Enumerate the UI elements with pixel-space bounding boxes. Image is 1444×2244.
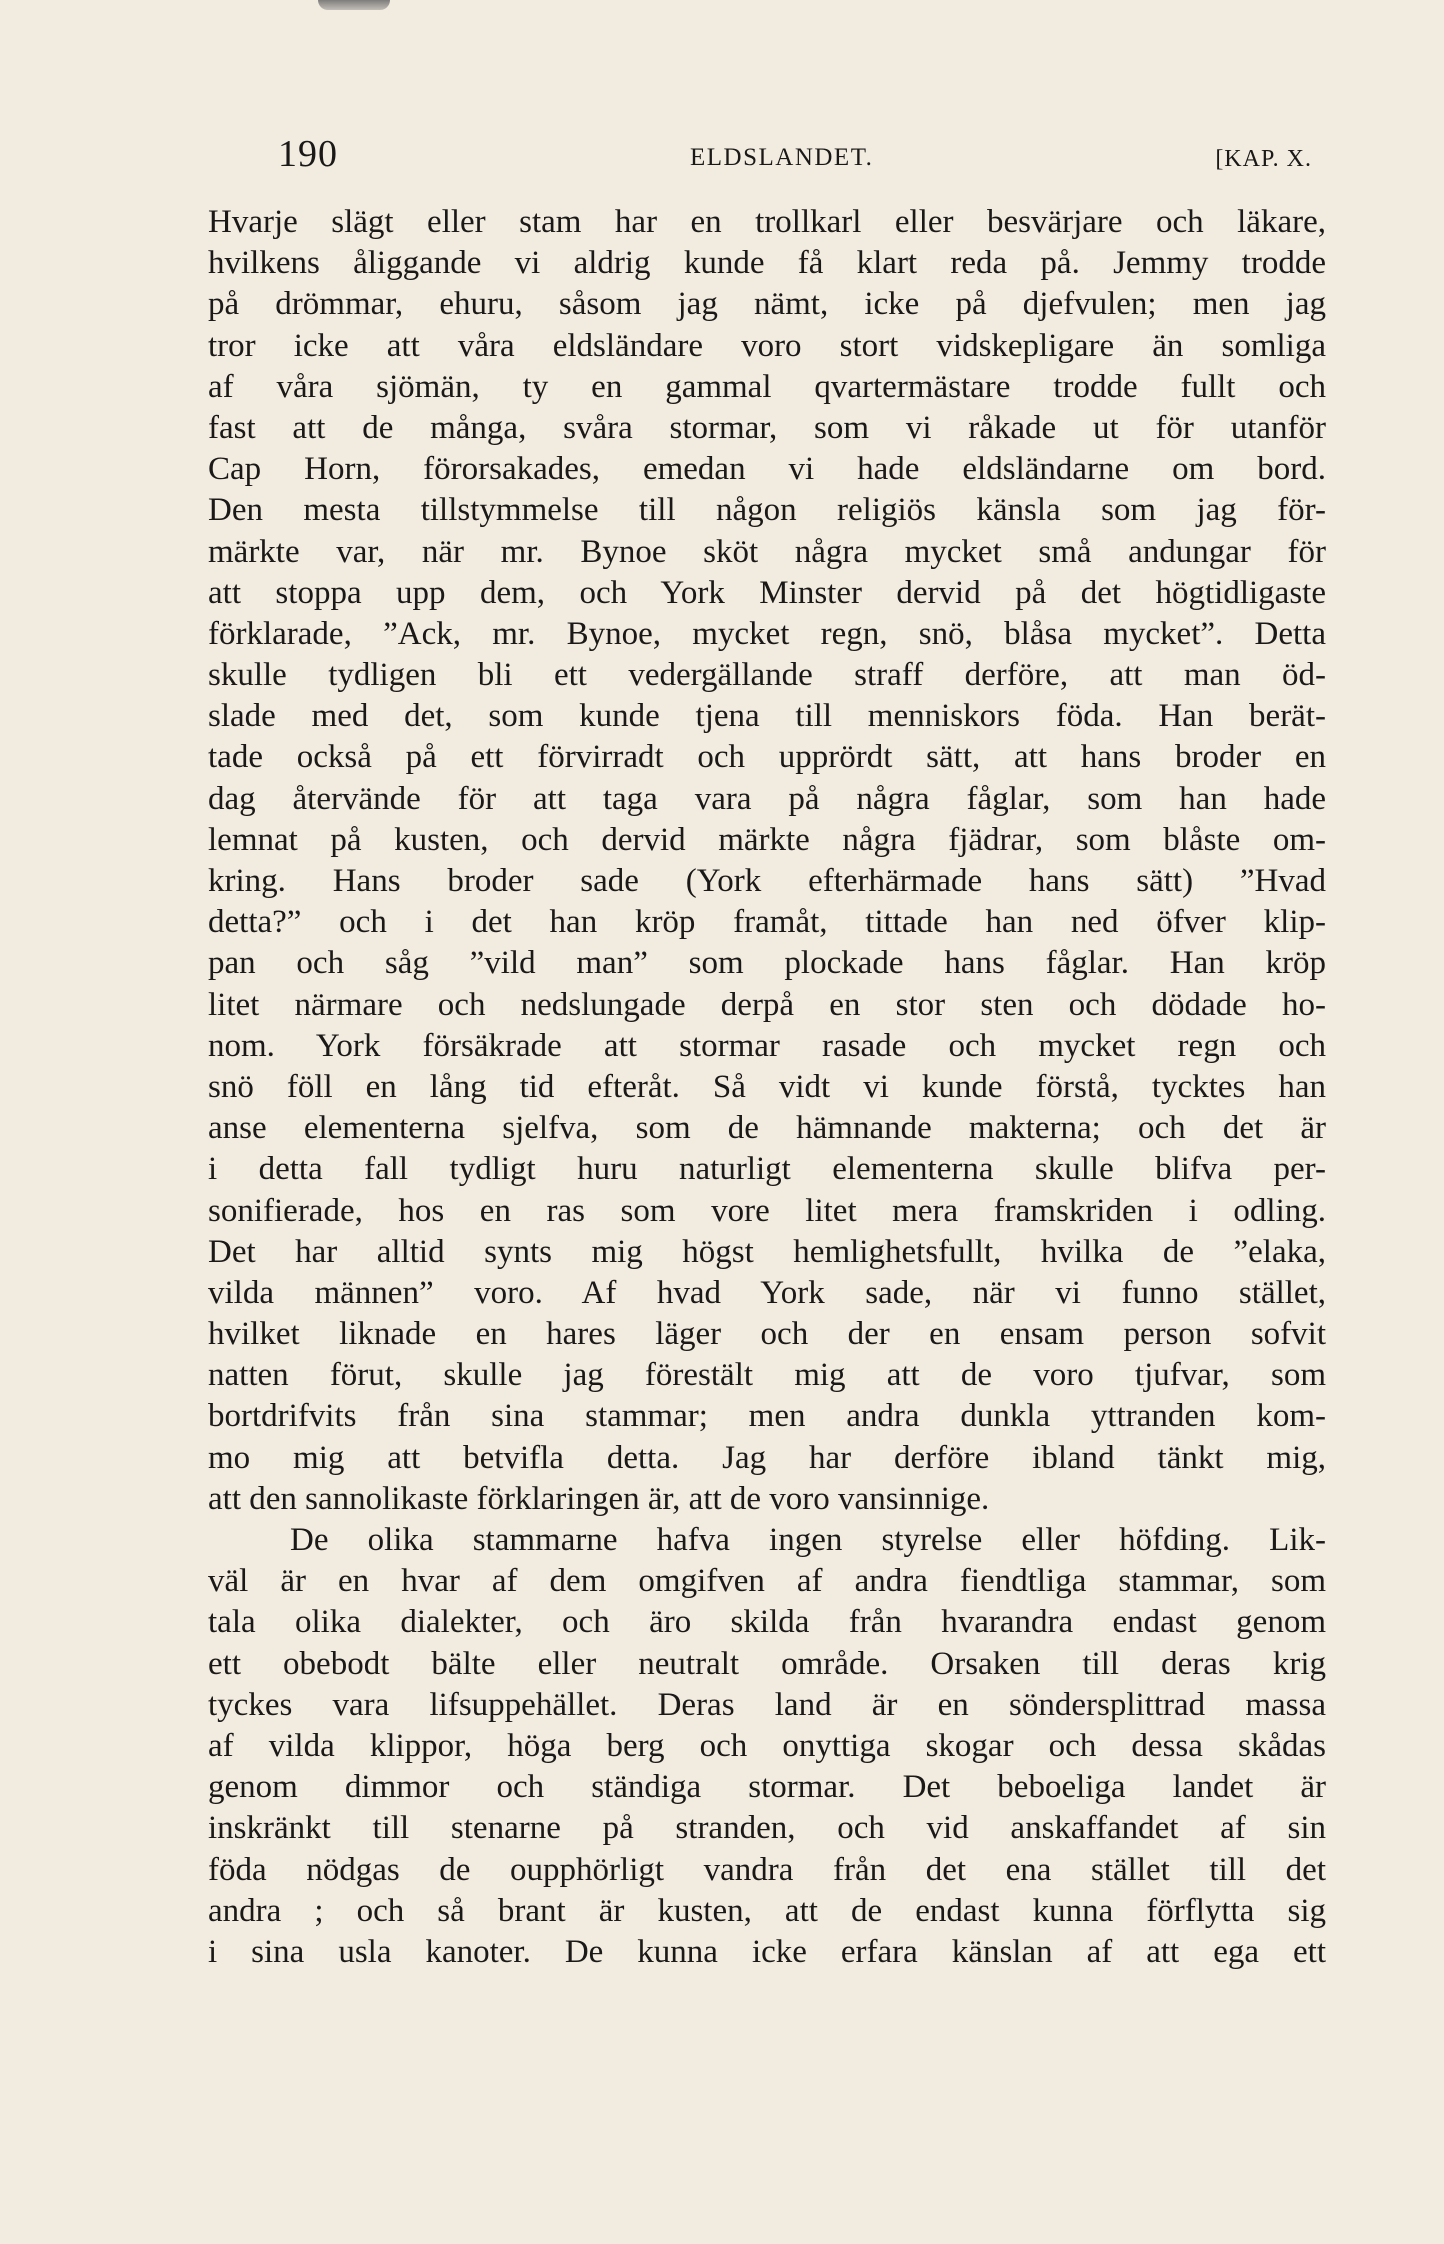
text-line: väl är en hvar af dem omgifven af andra fiendtliga stammar, som <box>208 1563 1326 1600</box>
text-line: litet närmare och nedslungade derpå en stor sten och dödade ho- <box>208 986 1326 1023</box>
text-line: ett obebodt bälte eller neutralt område. Orsaken till deras krig <box>208 1645 1326 1682</box>
text-line: af vilda klippor, höga berg och onyttiga skogar och dessa skådas <box>208 1727 1326 1764</box>
text-line: kring. Hans broder sade (York efterhärmade hans sätt) ”Hvad <box>208 863 1326 899</box>
text-line: tala olika dialekter, och äro skilda från hvarandra endast genom <box>208 1604 1326 1641</box>
text-line: anse elementerna sjelfva, som de hämnande makterna; och det är <box>208 1110 1326 1147</box>
text-line: natten förut, skulle jag förestält mig att de voro tjufvar, som <box>208 1357 1326 1394</box>
chapter-reference: [KAP. X. <box>1215 146 1312 172</box>
paragraph-start-line: De olika stammarne hafva ingen styrelse eller höfding. Lik- <box>290 1522 1326 1558</box>
text-line: Cap Horn, förorsakades, emedan vi hade eldsländarne om bord. <box>208 451 1326 488</box>
text-line: fast att de många, svåra stormar, som vi råkade ut för utanför <box>208 409 1326 446</box>
text-line: andra ; och så brant är kusten, att de endast kunna förflytta sig <box>208 1892 1326 1929</box>
text-line: inskränkt till stenarne på stranden, och vid anskaffandet af sin <box>208 1810 1326 1847</box>
text-line: sonifierade, hos en ras som vore litet mera framskriden i odling. <box>208 1192 1326 1229</box>
text-line: hvilket liknade en hares läger och der en ensam person sofvit <box>208 1316 1326 1353</box>
text-line: slade med det, som kunde tjena till menniskors föda. Han berät- <box>208 698 1326 735</box>
text-line: mo mig att betvifla detta. Jag har derföre ibland tänkt mig, <box>208 1439 1326 1476</box>
text-line: nom. York försäkrade att stormar rasade och mycket regn och <box>208 1027 1326 1064</box>
text-line: på drömmar, ehuru, såsom jag nämt, icke på djefvulen; men jag <box>208 286 1326 323</box>
page-number: 190 <box>278 133 338 175</box>
scan-artifact <box>318 0 390 10</box>
text-line: detta?” och i det han kröp framåt, tittade han ned öfver klip- <box>208 904 1326 941</box>
text-line: hvilkens åliggande vi aldrig kunde få klart reda på. Jemmy trodde <box>208 245 1326 282</box>
text-line: vilda männen” voro. Af hvad York sade, när vi funno stället, <box>208 1274 1326 1311</box>
text-line: Den mesta tillstymmelse till någon religiös känsla som jag för- <box>208 492 1326 529</box>
text-line: förklarade, ”Ack, mr. Bynoe, mycket regn, snö, blåsa mycket”. Detta <box>208 615 1326 652</box>
text-line: pan och såg ”vild man” som plockade hans fåglar. Han kröp <box>208 945 1326 982</box>
text-line: i sina usla kanoter. De kunna icke erfara känslan af att ega ett <box>208 1933 1326 1970</box>
body-text <box>208 202 1326 1973</box>
text-line: tyckes vara lifsuppehället. Deras land är en söndersplittrad massa <box>208 1686 1326 1723</box>
text-line: märkte var, när mr. Bynoe sköt några mycket små andungar för <box>208 533 1326 570</box>
text-line: lemnat på kusten, och dervid märkte några fjädrar, som blåste om- <box>208 821 1326 858</box>
text-line: i detta fall tydligt huru naturligt elementerna skulle blifva per- <box>208 1151 1326 1188</box>
text-line: föda nödgas de oupphörligt vandra från det ena stället till det <box>208 1851 1326 1888</box>
page-header <box>278 132 1312 175</box>
text-line: Hvarje slägt eller stam har en trollkarl eller besvärjare och läkare, <box>208 204 1326 240</box>
text-line: tror icke att våra eldsländare voro stort vidskepligare än somliga <box>208 327 1326 364</box>
paragraph-end-line: att den sannolikaste förklaringen är, att de voro vansinnige. <box>208 1480 990 1517</box>
running-head: ELDSLANDET. <box>690 144 874 171</box>
text-line: af våra sjömän, ty en gammal qvartermästare trodde fullt och <box>208 368 1326 405</box>
text-line: Det har alltid synts mig högst hemlighetsfullt, hvilka de ”elaka, <box>208 1233 1326 1270</box>
text-line: snö föll en lång tid efteråt. Så vidt vi kunde förstå, tycktes han <box>208 1068 1326 1105</box>
text-line: genom dimmor och ständiga stormar. Det beboeliga landet är <box>208 1769 1326 1806</box>
text-line: att stoppa upp dem, och York Minster dervid på det högtidligaste <box>208 574 1326 611</box>
text-line: skulle tydligen bli ett vedergällande straff derföre, att man öd- <box>208 657 1326 694</box>
text-line: dag återvände för att taga vara på några fåglar, som han hade <box>208 780 1326 817</box>
text-line: tade också på ett förvirradt och upprördt sätt, att hans broder en <box>208 739 1326 776</box>
text-line: bortdrifvits från sina stammar; men andra dunkla yttranden kom- <box>208 1398 1326 1435</box>
